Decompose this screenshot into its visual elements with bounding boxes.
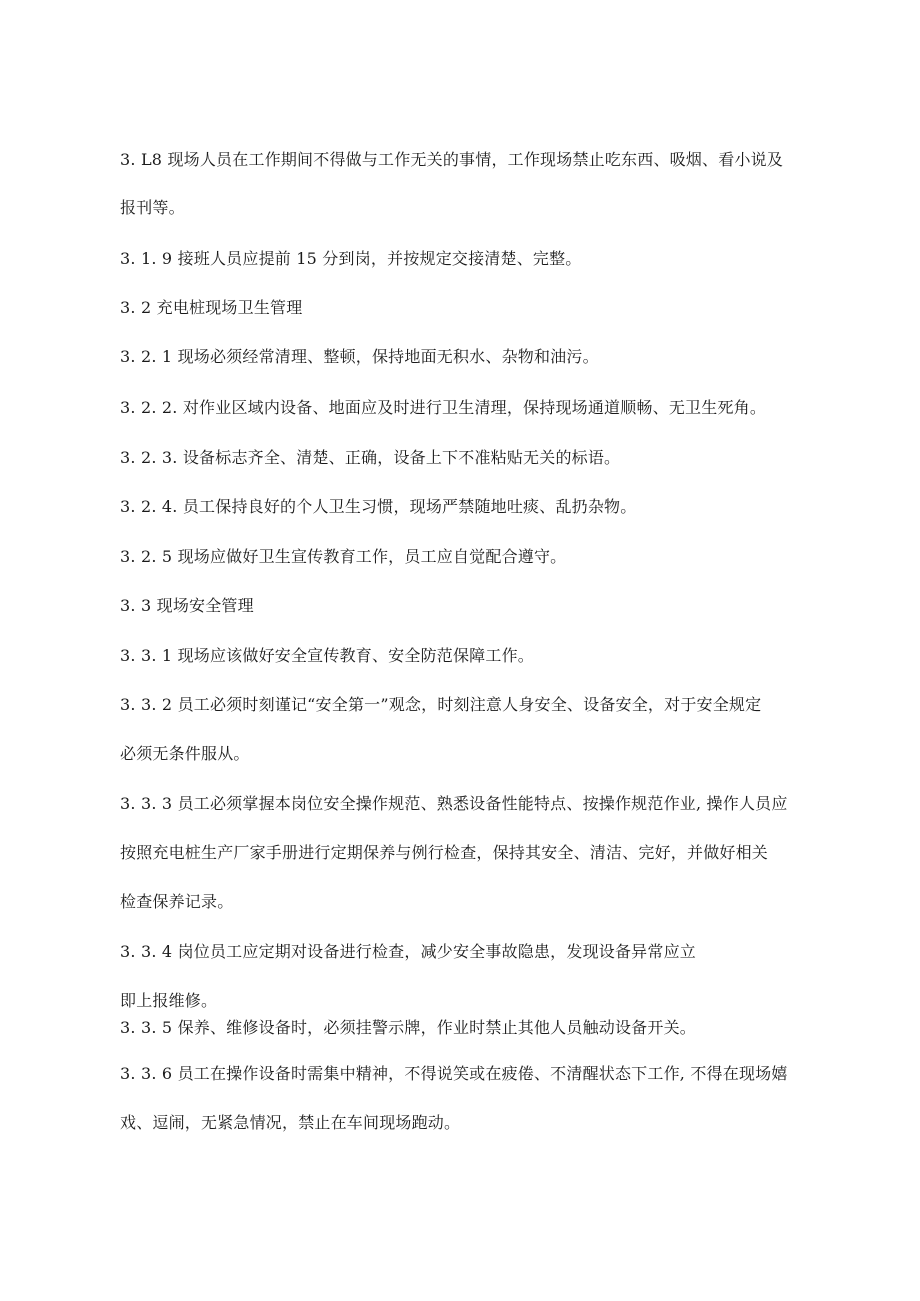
text-line: 3. 3. 1 现场应该做好安全宣传教育、安全防范保障工作。: [120, 646, 534, 665]
text-line: 检查保养记录。: [120, 892, 234, 911]
text-line: 按照充电桩生产厂家手册进行定期保养与例行检查，保持其安全、清洁、完好，并做好相关: [120, 843, 769, 862]
text-line: 3. 2. 5 现场应做好卫生宣传教育工作，员工应自觉配合遵守。: [120, 547, 567, 566]
text-line: 3. 2. 1 现场必须经常清理、整顿，保持地面无积水、杂物和油污。: [120, 347, 599, 366]
section-heading: 3. 2 充电桩现场卫生管理: [120, 298, 303, 317]
text-line: 戏、逗闹，无紧急情况，禁止在车间现场跑动。: [120, 1113, 461, 1132]
text-line: 报刊等。: [120, 198, 185, 217]
text-line: 3. 3. 3 员工必须掌握本岗位安全操作规范、熟悉设备性能特点、按操作规范作业, 操作人员应: [120, 794, 788, 813]
text-line: 3. L8 现场人员在工作期间不得做与工作无关的事情，工作现场禁止吃东西、吸烟、看小说及: [120, 150, 784, 169]
text-line: 3. 2. 3. 设备标志齐全、清楚、正确，设备上下不准粘贴无关的标语。: [120, 448, 621, 467]
text-line: 3. 3. 6 员工在操作设备时需集中精神，不得说笑或在疲倦、不清醒状态下工作, 不得在现场嬉: [120, 1064, 788, 1083]
text-line: 3. 3. 2 员工必须时刻谨记“安全第一”观念，时刻注意人身安全、设备安全，对于安全规定: [120, 695, 762, 714]
text-line: 即上报维修。: [120, 991, 218, 1010]
section-heading: 3. 3 现场安全管理: [120, 596, 254, 615]
text-line: 3. 3. 4 岗位员工应定期对设备进行检查，减少安全事故隐患，发现设备异常应立: [120, 942, 696, 961]
text-line: 3. 2. 2. 对作业区域内设备、地面应及时进行卫生清理，保持现场通道顺畅、无卫生死角。: [120, 398, 767, 417]
text-line: 必须无条件服从。: [120, 744, 250, 763]
text-line: 3. 3. 5 保养、维修设备时，必须挂警示牌，作业时禁止其他人员触动设备开关。: [120, 1018, 696, 1037]
text-line: 3. 2. 4. 员工保持良好的个人卫生习惯，现场严禁随地吐痰、乱扔杂物。: [120, 497, 637, 516]
text-line: 3. 1. 9 接班人员应提前 15 分到岗，并按规定交接清楚、完整。: [120, 249, 582, 268]
